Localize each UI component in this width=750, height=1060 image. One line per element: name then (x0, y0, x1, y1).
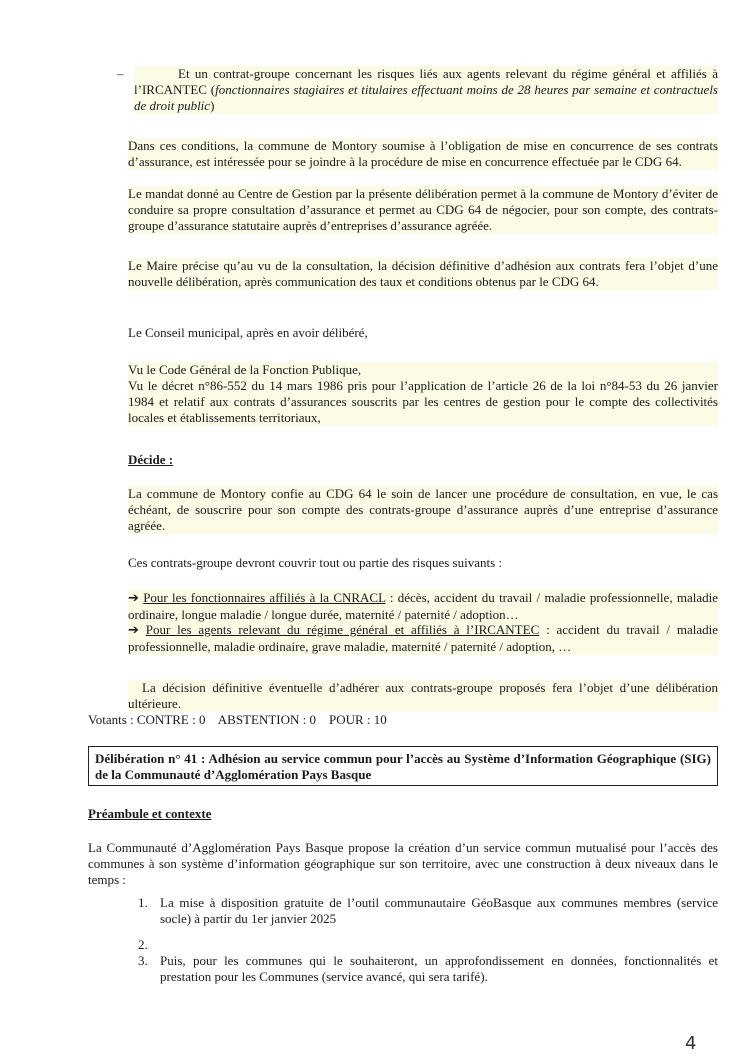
paragraph-conditions: Dans ces conditions, la commune de Montory soumise à l’obligation de mise en concurrence de ses contrats d’assurance, est intéressée pour se joindre à la procédure de mise en concurrence effectuée par le CDG 64. (128, 138, 718, 169)
paragraph-decree: Vu le décret n°86-552 du 14 mars 1986 pris pour l’application de l’article 26 de la loi n°84-53 du 26 janvier 1984 et relatif aux contrats d’assurances souscrits par les centres de gestion pour le compte des collectivités locales et établissements territoriaux, (128, 378, 718, 425)
list-item-text: La mise à disposition gratuite de l’outil communautaire GéoBasque aux communes membres (service socle) à partir du 1er janvier 2025 (160, 895, 718, 926)
intro-text-end: ) (210, 98, 215, 113)
paragraph-entrust: La commune de Montory confie au CDG 64 le soin de lancer une procédure de consultation, en vue, le cas échéant, de souscrire pour son compte des contrats-groupe d’assurance auprès d’une entreprise d’assurance agréée. (128, 486, 718, 533)
risk-text-ircantec: : accident du travail / maladie professionnelle, maladie ordinaire, grave maladie, maternité / paternité / adoption, … (128, 622, 719, 654)
deliberation-title-box: Délibération n° 41 : Adhésion au service commun pour l’accès au Système d’Information Géographique (SIG) de la Communauté d’Agglomération Pays Basque (88, 746, 718, 786)
arrow-right-icon: ➔ (128, 591, 139, 606)
intro-italic-text: fonctionnaires stagiaires et titulaires effectuant moins de 28 heures par semaine et contractuels de droit public (134, 82, 718, 113)
preamble-list (138, 895, 718, 985)
paragraph-code: Vu le Code Général de la Fonction Publique, (128, 362, 718, 378)
bullet-dash: – (117, 66, 124, 81)
list-item-number: 3. (138, 953, 148, 968)
risk-item-ircantec (128, 622, 718, 655)
list-item (138, 937, 718, 953)
intro-paragraph (134, 66, 718, 114)
page-number: 4 (685, 1033, 697, 1054)
votes-line: Votants : CONTRE : 0 ABSTENTION : 0 POUR : 10 (88, 712, 387, 727)
paragraph-mandate: Le mandat donné au Centre de Gestion par la présente délibération permet à la commune de Montory d’éviter de conduire sa propre consultation d’assurance et permet au CDG 64 de négocier, pour son compte, des contrats-groupe d’assurance statutaire auprès d’entreprises d’assurance agréée. (128, 186, 718, 233)
decide-heading: Décide : (128, 452, 174, 467)
risk-text-cnracl: : décès, accident du travail / maladie professionnelle, maladie ordinaire, longue maladie / longue durée, maternité / paternité / adoption… (128, 590, 719, 622)
preamble-heading: Préambule et contexte (88, 806, 212, 821)
arrow-right-icon: ➔ (128, 623, 139, 638)
paragraph-final-decision: La décision définitive éventuelle d’adhérer aux contrats-groupe proposés fera l’objet d’une délibération ultérieure. (128, 680, 718, 711)
risk-item-cnracl (128, 590, 718, 623)
list-item-text: Puis, pour les communes qui le souhaiteront, un approfondissement en données, fonctionnalités et prestation pour les Communes (service avancé, qui sera tarifé). (160, 953, 718, 984)
preamble-text: La Communauté d’Agglomération Pays Basque propose la création d’un service commun mutualisé pour l’accès des communes à son système d’information géographique sur son territoire, avec une construction à deux niveaux dans le temps : (88, 840, 718, 887)
list-item-number: 2. (138, 937, 148, 952)
paragraph-mayor: Le Maire précise qu’au vu de la consultation, la décision définitive d’adhésion aux contrats fera l’objet d’une nouvelle délibération, après communication des taux et conditions obtenus par le CDG 64. (128, 258, 718, 289)
paragraph-council: Le Conseil municipal, après en avoir délibéré, (128, 325, 368, 340)
risk-label-ircantec: Pour les agents relevant du régime général et affiliés à l’IRCANTEC (145, 622, 540, 637)
risk-label-cnracl: Pour les fonctionnaires affiliés à la CNRACL (143, 590, 386, 605)
list-item (138, 895, 718, 927)
list-item-number: 1. (138, 895, 148, 910)
intro-text: Et un contrat-groupe concernant les risques liés aux agents relevant du régime général et affiliés à l’IRCANTEC ( (134, 66, 718, 97)
paragraph-risks-intro: Ces contrats-groupe devront couvrir tout ou partie des risques suivants : (128, 555, 503, 570)
list-item (138, 953, 718, 985)
